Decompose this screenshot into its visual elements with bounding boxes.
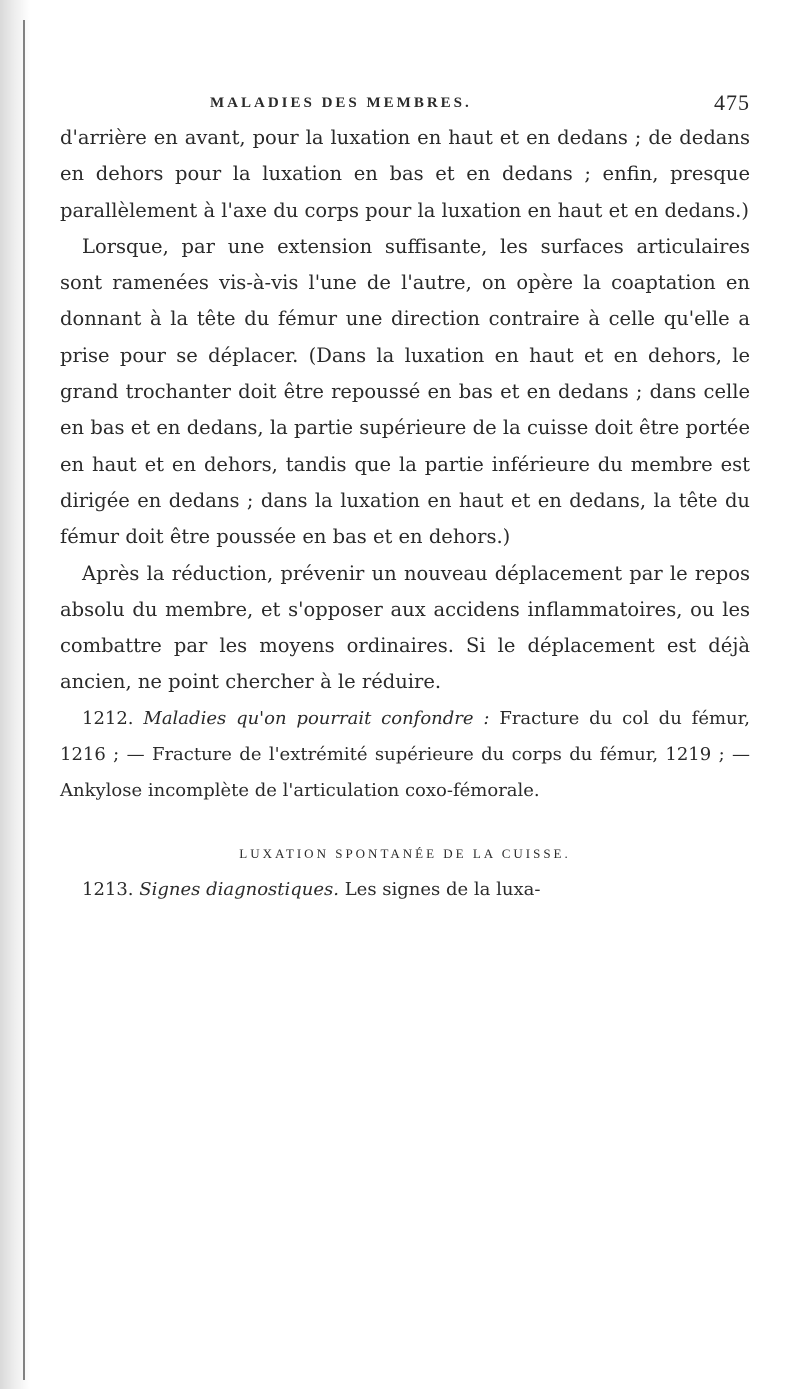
paragraph-after-reduction: Après la réduction, prévenir un nouveau déplacement par le repos absolu du membre, et s'opposer aux accidens inflammatoires, ou les combattre par les moyens ordinaires. Si le déplacement est déjà ancien, ne point chercher à le réduire. bbox=[60, 561, 750, 694]
paragraph-text: Les signes de la luxa- bbox=[344, 878, 541, 900]
italic-title: Signes diagnostiques. bbox=[139, 878, 345, 900]
paragraph-coaptation: Lorsque, par une extension suffisante, les surfaces articulaires sont ramenées vis-à-vis l'une de l'autre, on opère la coaptation en donnant à la tête du fémur une direction contraire à celle qu'elle a prise pour se déplacer. (Dans la luxation en haut et en dehors, le grand trochanter doit être repoussé en bas et en dedans ; dans celle en bas et en dedans, la partie supérieure de la cuisse doit être portée en haut et en dehors, tandis que la partie inférieure du membre est dirigée en dedans ; dans la luxation en haut et en dedans, la tête du fémur doit être poussée en bas et en dehors.) bbox=[60, 234, 750, 549]
paragraph-text: Fracture du col du fémur, 1216 ; — Fracture de l'extrémité supérieure du corps du fémur, 1219 ; — Ankylose incomplète de l'articulation coxo-fémorale. bbox=[60, 707, 750, 802]
paragraph-number: 1212. bbox=[82, 707, 144, 729]
binding-edge bbox=[0, 0, 30, 1389]
book-page bbox=[60, 90, 750, 908]
paragraph-differential-diagnosis bbox=[60, 701, 750, 810]
section-heading: LUXATION SPONTANÉE DE LA CUISSE. bbox=[239, 845, 571, 861]
page-number: 475 bbox=[714, 90, 750, 115]
italic-title: Maladies qu'on pourrait confondre : bbox=[143, 707, 500, 729]
paragraph-diagnostic-signs bbox=[60, 872, 750, 908]
paragraph-continuation: d'arrière en avant, pour la luxation en haut et en dedans ; de dedans en dehors pour la luxation en bas et en dedans ; enfin, presque parallèlement à l'axe du corps pour la luxation en haut et en dedans.) bbox=[60, 126, 750, 222]
body-text bbox=[60, 120, 750, 908]
running-head bbox=[60, 90, 750, 120]
binding-line bbox=[23, 20, 25, 1380]
paragraph-number: 1213. bbox=[82, 878, 140, 900]
running-title: MALADIES DES MEMBRES. bbox=[210, 95, 472, 111]
